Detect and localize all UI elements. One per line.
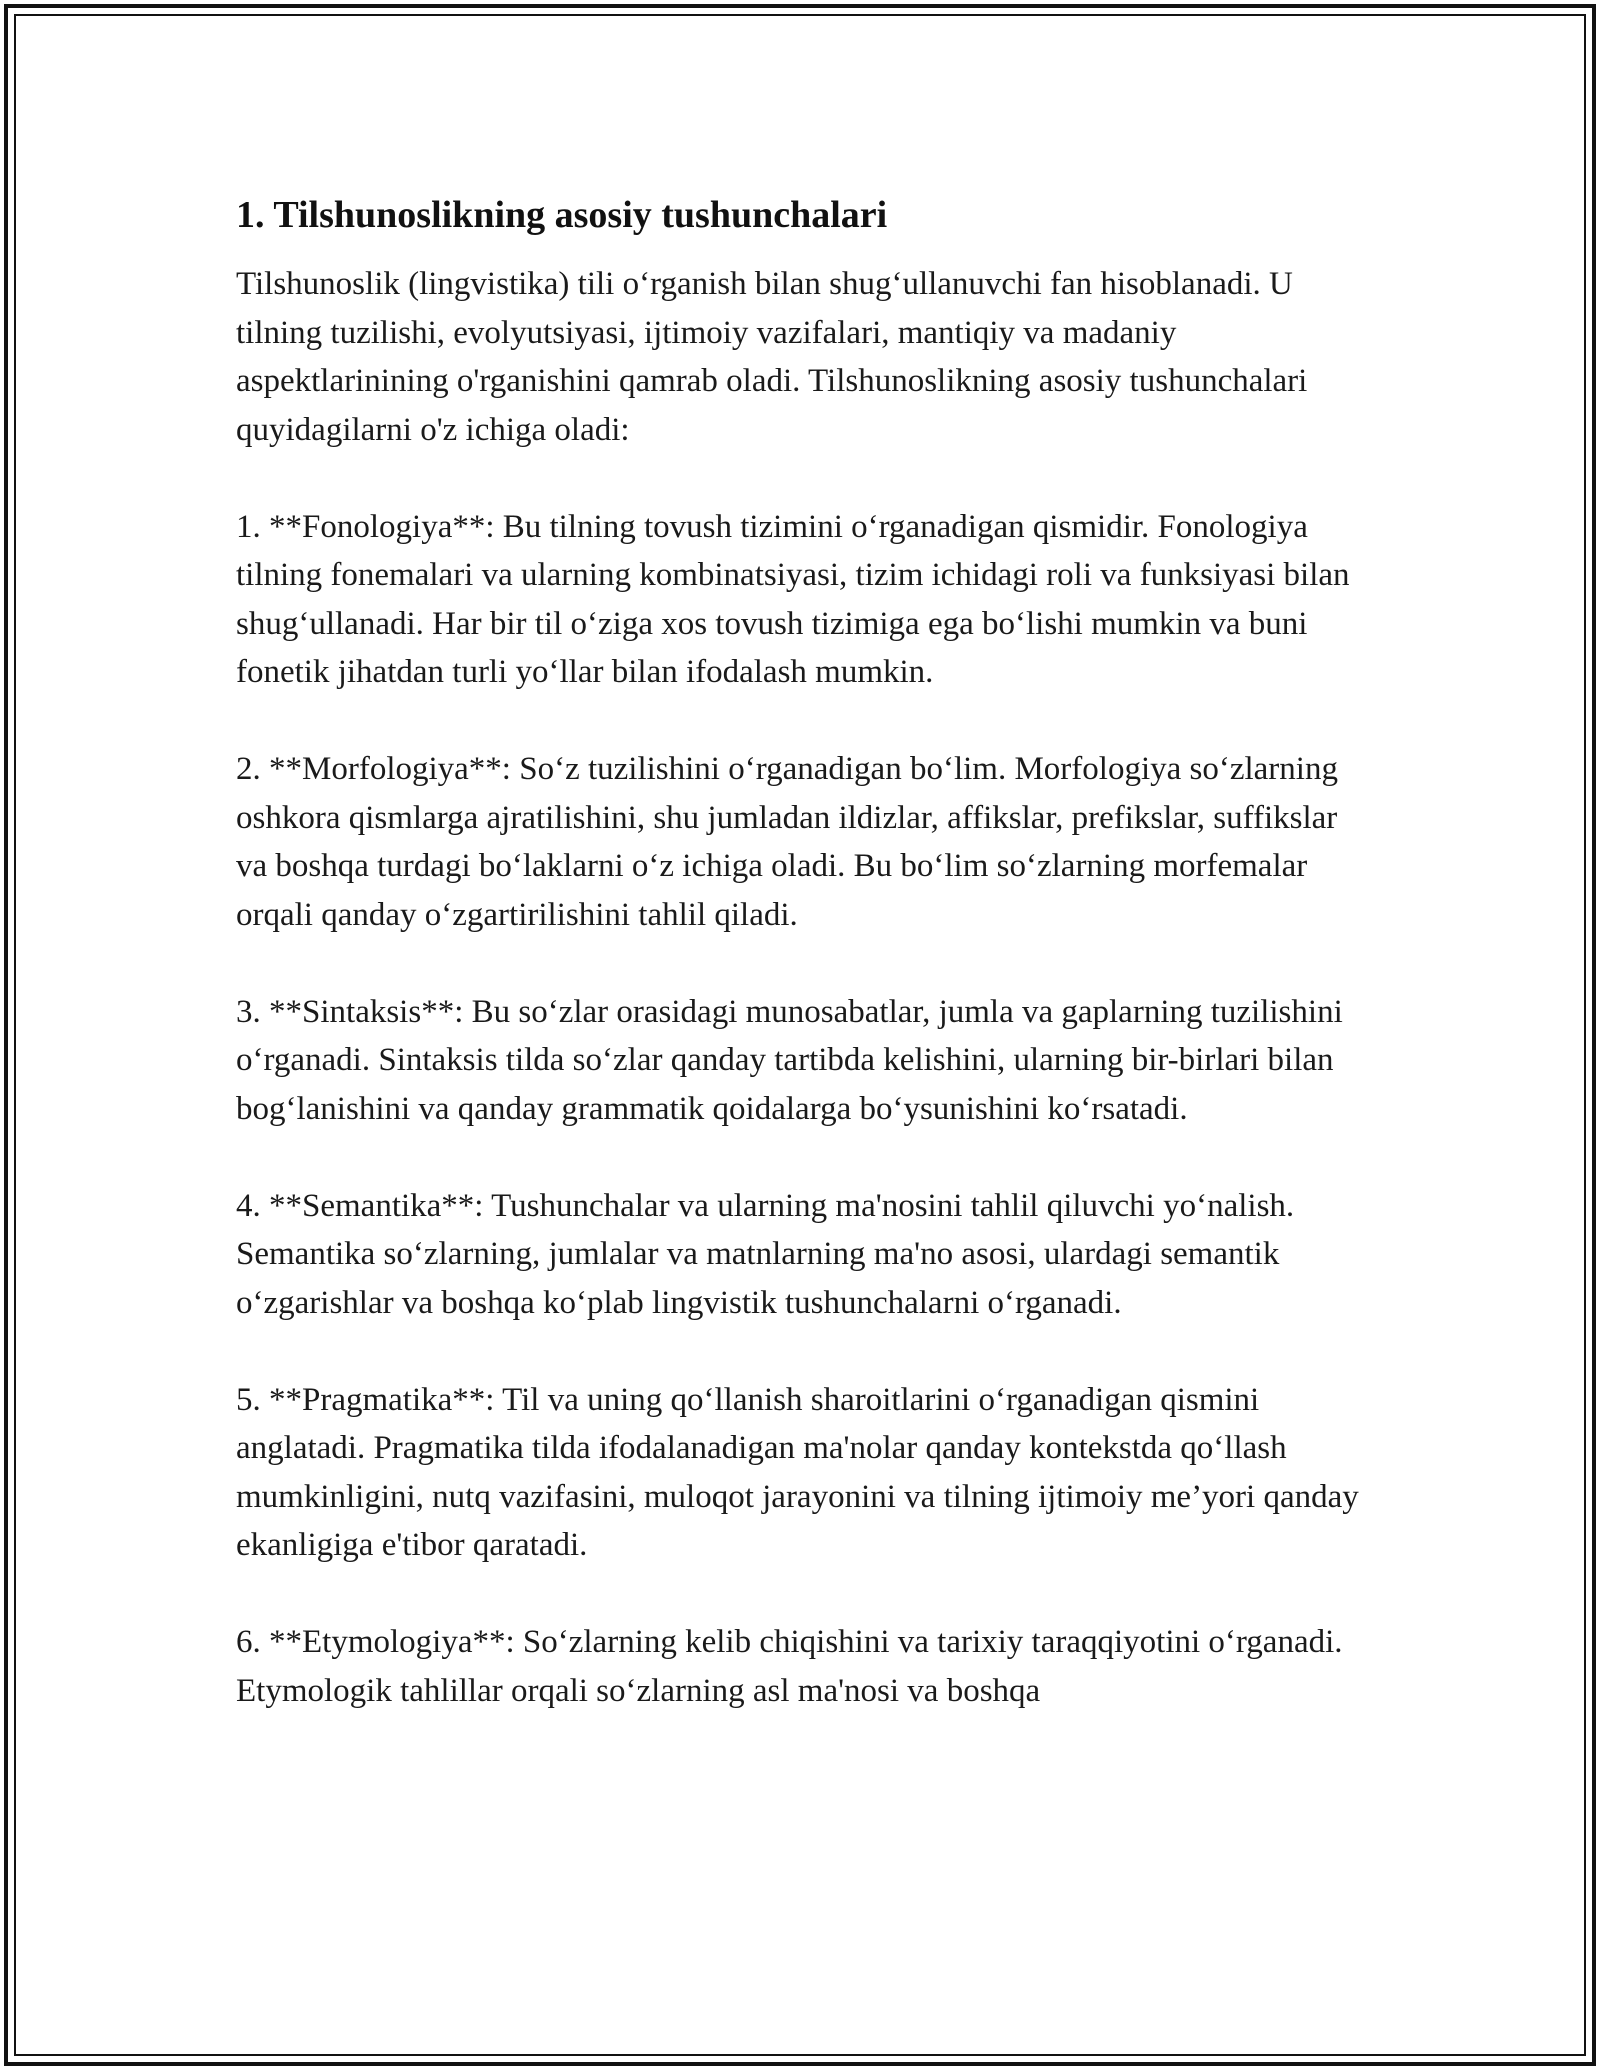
document-body <box>236 190 1376 1764</box>
sintaksis-paragraph: 3. **Sintaksis**: Bu soʻzlar orasidagi munosabatlar, jumla va gaplarning tuzilishini oʻrganadi. Sintaksis tilda soʻzlar qanday tartibda kelishini, ularning bir-birlari bilan bogʻlanishini va qanday grammatik qoidalarga boʻysunishini koʻrsatadi. <box>236 993 1343 1127</box>
pragmatika-paragraph: 5. **Pragmatika**: Til va uning qoʻllanish sharoitlarini oʻrganadigan qismini anglatadi. Pragmatika tilda ifodalanadigan ma'nolar qanday kontekstda qoʻllash mumkinligini, nutq vazifasini, muloqot jarayonini va tilning ijtimoiy me’yori qanday ekanligiga e'tibor qaratadi. <box>236 1381 1359 1563</box>
morfologiya-paragraph: 2. **Morfologiya**: Soʻz tuzilishini oʻrganadigan boʻlim. Morfologiya soʻzlarning oshkora qismlarga ajratilishini, shu jumladan ildizlar, affikslar, prefikslar, suffikslar va boshqa turdagi boʻlaklarni oʻz ichiga oladi. Bu boʻlim soʻzlarning morfemalar orqali qanday oʻzgartirilishini tahlil qiladi. <box>236 751 1338 933</box>
fonologiya-paragraph: 1. **Fonologiya**: Bu tilning tovush tizimini oʻrganadigan qismidir. Fonologiya tilning fonemalari va ularning kombinatsiyasi, tizim ichidagi roli va funksiyasi bilan shugʻullanadi. Har bir til oʻziga xos tovush tizimiga ega boʻlishi mumkin va buni fonetik jihatdan turli yoʻllar bilan ifodalash mumkin. <box>236 508 1350 690</box>
semantika-paragraph: 4. **Semantika**: Tushunchalar va ularning ma'nosini tahlil qiluvchi yoʻnalish. Semantika soʻzlarning, jumlalar va matnlarning ma'no asosi, ulardagi semantik oʻzgarishlar va boshqa koʻplab lingvistik tushunchalarni oʻrganadi. <box>236 1187 1295 1321</box>
intro-paragraph: Tilshunoslik (lingvistika) tili oʻrganish bilan shugʻullanuvchi fan hisoblanadi. U tilning tuzilishi, evolyutsiyasi, ijtimoiy vazifalari, mantiqiy va madaniy aspektlarinining o'rganishini qamrab oladi. Tilshunoslikning asosiy tushunchalari quyidagilarni o'z ichiga oladi: <box>236 266 1308 448</box>
section-heading: 1. Tilshunoslikning asosiy tushunchalari <box>236 194 888 236</box>
etymologiya-paragraph: 6. **Etymologiya**: Soʻzlarning kelib chiqishini va tarixiy taraqqiyotini oʻrganadi. Etymologik tahlillar orqali soʻzlarning asl ma'nosi va boshqa <box>236 1624 1343 1709</box>
